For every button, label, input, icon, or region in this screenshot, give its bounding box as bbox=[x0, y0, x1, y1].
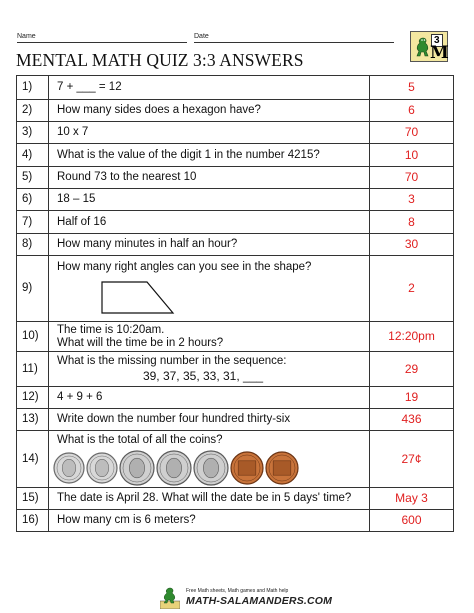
nickel-coin-icon bbox=[119, 450, 155, 486]
question-text bbox=[49, 387, 370, 409]
question-line: What will the time be in 2 hours? bbox=[57, 336, 224, 349]
answer: 436 bbox=[370, 409, 454, 431]
question-line: How many sides does a hexagon have? bbox=[57, 104, 261, 116]
answer: 70 bbox=[370, 167, 454, 189]
question-row bbox=[17, 76, 454, 100]
trapezoid-shape bbox=[57, 274, 369, 318]
answer: 30 bbox=[370, 234, 454, 256]
question-row bbox=[17, 167, 454, 189]
penny-coin-icon bbox=[265, 451, 299, 485]
question-line: Write down the number four hundred thirty-six bbox=[57, 413, 291, 425]
question-text bbox=[49, 76, 370, 100]
question-number: 6) bbox=[17, 189, 49, 211]
question-line: Round 73 to the nearest 10 bbox=[57, 171, 197, 183]
question-line: Half of 16 bbox=[57, 215, 107, 228]
question-text bbox=[49, 256, 370, 322]
answer: 70 bbox=[370, 122, 454, 144]
answer: 8 bbox=[370, 211, 454, 234]
answer: 27¢ bbox=[370, 431, 454, 488]
question-number: 15) bbox=[17, 488, 49, 510]
question-text bbox=[49, 510, 370, 532]
question-row bbox=[17, 387, 454, 409]
dime-coin-icon bbox=[53, 452, 85, 484]
nickel-coin-icon bbox=[193, 450, 229, 486]
question-text bbox=[49, 167, 370, 189]
question-text bbox=[49, 189, 370, 211]
answer: 12:20pm bbox=[370, 322, 454, 352]
question-row bbox=[17, 100, 454, 122]
question-number: 8) bbox=[17, 234, 49, 256]
question-line: The date is April 28. What will the date be in 5 days' time? bbox=[57, 492, 352, 504]
question-number: 9) bbox=[17, 256, 49, 322]
question-row bbox=[17, 409, 454, 431]
coin-row bbox=[53, 450, 369, 486]
penny-coin-icon bbox=[230, 451, 264, 485]
question-row bbox=[17, 122, 454, 144]
question-line: 4 + 9 + 6 bbox=[57, 391, 103, 403]
question-line: How many cm is 6 meters? bbox=[57, 514, 196, 526]
level-number: 3 bbox=[431, 34, 443, 47]
question-number: 13) bbox=[17, 409, 49, 431]
date-label: Date bbox=[194, 33, 209, 40]
question-number: 16) bbox=[17, 510, 49, 532]
question-row bbox=[17, 431, 454, 488]
question-number: 10) bbox=[17, 322, 49, 352]
question-text bbox=[49, 144, 370, 167]
footer-tagline: Free Math sheets, Math games and Math help bbox=[186, 588, 289, 594]
question-row bbox=[17, 488, 454, 510]
question-text bbox=[49, 100, 370, 122]
question-line: What is the total of all the coins? bbox=[57, 434, 223, 446]
footer bbox=[160, 587, 333, 609]
salamander-logo-icon bbox=[160, 587, 180, 609]
badge-letter: M bbox=[430, 43, 449, 63]
answer: May 3 bbox=[370, 488, 454, 510]
question-row bbox=[17, 234, 454, 256]
question-line: How many minutes in half an hour? bbox=[57, 238, 238, 250]
question-number: 4) bbox=[17, 144, 49, 167]
question-text bbox=[49, 122, 370, 144]
answer: 6 bbox=[370, 100, 454, 122]
question-number: 5) bbox=[17, 167, 49, 189]
question-line: The time is 10:20am. bbox=[57, 323, 165, 336]
question-number: 7) bbox=[17, 211, 49, 234]
answer: 600 bbox=[370, 510, 454, 532]
answer: 10 bbox=[370, 144, 454, 167]
question-line: What is the missing number in the sequence: bbox=[57, 355, 287, 367]
question-number: 3) bbox=[17, 122, 49, 144]
site-logo: MATH-SALAMANDERS.COM bbox=[186, 595, 333, 607]
question-row bbox=[17, 510, 454, 532]
name-line bbox=[17, 42, 187, 43]
question-number: 14) bbox=[17, 431, 49, 488]
question-text bbox=[49, 234, 370, 256]
question-line: How many right angles can you see in the shape? bbox=[57, 261, 312, 273]
question-text bbox=[49, 211, 370, 234]
nickel-coin-icon bbox=[156, 450, 192, 486]
level-badge bbox=[410, 31, 448, 62]
trapezoid-icon bbox=[57, 274, 197, 318]
question-text bbox=[49, 488, 370, 510]
question-line: What is the value of the digit 1 in the number 4215? bbox=[57, 148, 320, 161]
question-line: 10 x 7 bbox=[57, 126, 89, 138]
question-row bbox=[17, 144, 454, 167]
answer: 19 bbox=[370, 387, 454, 409]
question-text bbox=[49, 409, 370, 431]
question-number: 12) bbox=[17, 387, 49, 409]
date-line bbox=[194, 42, 394, 43]
dime-coin-icon bbox=[86, 452, 118, 484]
answer: 2 bbox=[370, 256, 454, 322]
question-line: 18 – 15 bbox=[57, 193, 96, 205]
question-row bbox=[17, 322, 454, 352]
answer: 3 bbox=[370, 189, 454, 211]
quiz-table bbox=[16, 75, 454, 532]
page-title: MENTAL MATH QUIZ 3:3 ANSWERS bbox=[16, 50, 304, 70]
question-number: 11) bbox=[17, 352, 49, 387]
question-number: 2) bbox=[17, 100, 49, 122]
question-row bbox=[17, 189, 454, 211]
question-text bbox=[49, 352, 370, 387]
answer: 5 bbox=[370, 76, 454, 100]
number-sequence: 39, 37, 35, 33, 31, ___ bbox=[142, 369, 264, 383]
question-number: 1) bbox=[17, 76, 49, 100]
question-row bbox=[17, 352, 454, 387]
question-row bbox=[17, 211, 454, 234]
name-label: Name bbox=[17, 33, 36, 40]
answer: 29 bbox=[370, 352, 454, 387]
question-line: 7 + ___ = 12 bbox=[57, 81, 122, 93]
question-row bbox=[17, 256, 454, 322]
question-text bbox=[49, 431, 370, 488]
question-text bbox=[49, 322, 370, 352]
